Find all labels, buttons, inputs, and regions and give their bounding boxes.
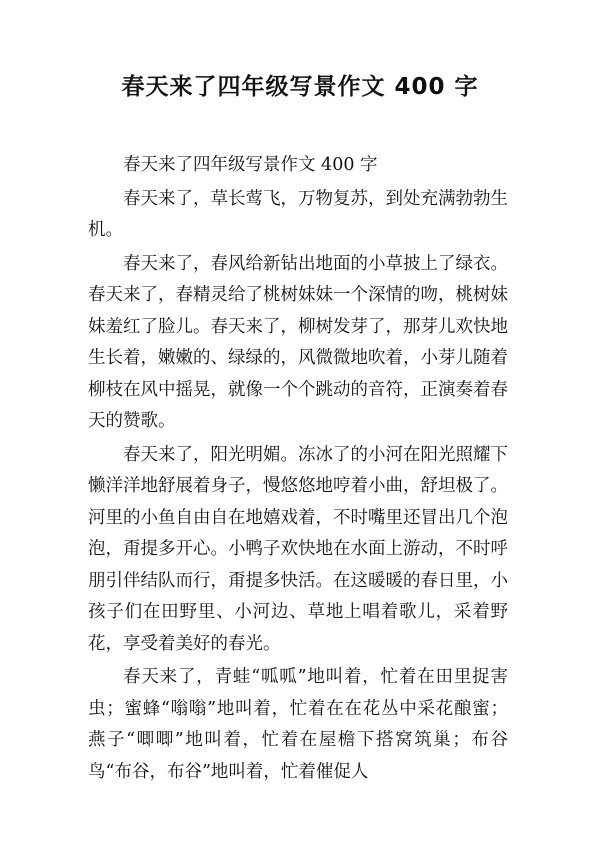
paragraph-1: 春天来了，草长莺飞，万物复苏，到处充满勃勃生机。: [88, 188, 508, 240]
document-subtitle: 春天来了四年级写景作文 400 字: [123, 155, 378, 175]
document-title: 春天来了四年级写景作文 400 字: [121, 74, 479, 100]
paragraph-3: 春天来了，阳光明媚。冻冰了的小河在阳光照耀下懒洋洋地舒展着身子，慢悠悠地哼着小曲，舒坦极了。河里的小鱼自由自在地嬉戏着，不时嘴里还冒出几个泡泡，甭提多开心。小鸭子欢快地在水面上游动，不时呼朋引伴结队而行，甭提多快活。在这暖暖的春日里，小孩子们在田野里、小河边、草地上唱着歌儿，采着野花，享受着美好的春光。: [88, 444, 508, 654]
document-body: [88, 150, 508, 790]
paragraph-4: 春天来了，青蛙“呱呱”地叫着，忙着在田里捉害虫；蜜蜂“嗡嗡”地叫着，忙着在在花丛中采花酿蜜；燕子“唧唧”地叫着，忙着在屋檐下搭窝筑巢；布谷鸟“布谷，布谷”地叫着，忙着催促人: [88, 667, 508, 782]
paragraph-2: 春天来了，春风给新钻出地面的小草披上了绿衣。春天来了，春精灵给了桃树妹妹一个深情的吻，桃树妹妹羞红了脸儿。春天来了，柳树发芽了，那芽儿欢快地生长着，嫩嫩的、绿绿的，风微微地吹着，小芽儿随着柳枝在风中摇晃，就像一个个跳动的音符，正演奏着春天的赞歌。: [88, 253, 508, 431]
